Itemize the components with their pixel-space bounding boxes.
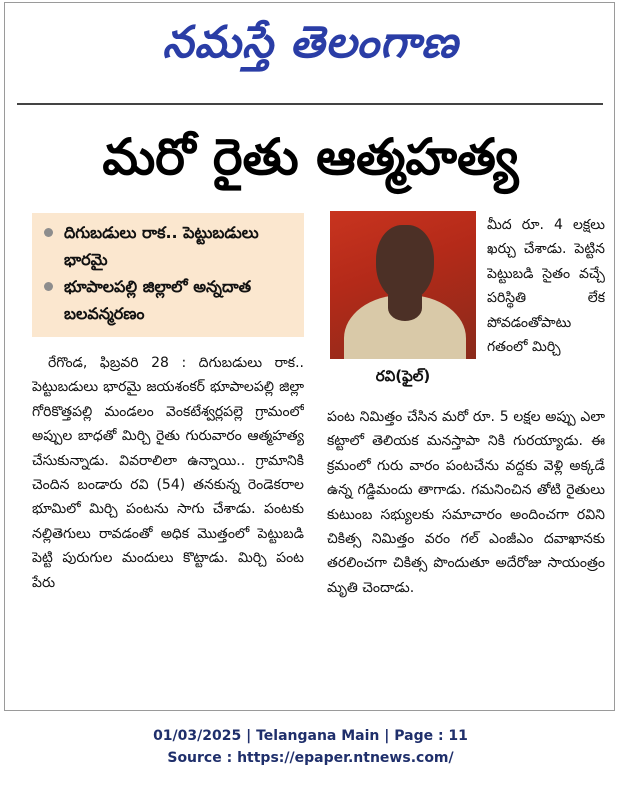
edition-line: 01/03/2025 | Telangana Main | Page : 11 [153,728,468,744]
deck-point-text: దిగుబడులు రాక.. పెట్టుబడులు భారమై [64,223,259,269]
article-deck [32,213,304,337]
deck-point [44,219,298,273]
article-body-right-top [487,213,605,403]
article-body-left [32,351,304,693]
body-paragraph: మీద రూ. 4 లక్షలు ఖర్చు చేశాడు. పెట్టిన పెట్టుబడి సైతం వచ్చే పరిస్థితి లేక పోవడంతోపాటు గతంలో మిర్చి [487,217,605,356]
farmer-photo [330,211,476,359]
source-line: Source : https://epaper.ntnews.com/ [167,750,454,766]
newspaper-clipping [4,2,615,711]
bullet-icon [44,228,53,237]
body-paragraph: పంట నిమిత్తం చేసిన మరో రూ. 5 లక్షల అప్పు ఎలా కట్టాలో తెలియక మనస్తాపా నికి గురయ్యాడు. ఈ క్రమంలో గురు వారం పంటచేను వద్దకు వెళ్లి అక్కడే ఉన్న గడ్డిమందు తాగాడు. గమనించిన తోటి రైతులు కుటుంబ సభ్యులకు సమాచారం అందించగా రవిని చికిత్స నిమిత్తం వరం గల్ ఎంజీఎం దవాఖానకు తరలించగా చికిత్స పొందుతూ అదేరోజు సాయంత్రం మృతి చెందాడు. [327,409,605,596]
article-headline: మరో రైతు ఆత్మహత్య [102,128,519,186]
masthead-divider [17,103,603,105]
body-paragraph: రేగొండ, ఫిబ్రవరి 28 : దిగుబడులు రాక.. పెట్టుబడులు భారమై జయశంకర్ భూపాలపల్లి జిల్లా గోరికొత్తపల్లి మండలం వెంకటేశ్వర్లపల్లె గ్రామంలో అప్పుల బాధతో మిర్చి రైతు గురువారం ఆత్మహత్య చేసుకున్నాడు. వివరాలిలా ఉన్నాయి.. గ్రామానికి చెందిన బండారు రవి (54) తనకున్న రెండెకరాల భూమిలో మిర్చి పంటను సాగు చేశాడు. పంటకు నల్లితెగులు రావడంతో అధిక మొత్తంలో పెట్టుబడి పెట్టి పురుగుల మందులు కొట్టాడు. మిర్చి పంట పేరు [32,355,304,591]
bullet-icon [44,282,53,291]
photo-caption: రవి(ఫైల్) [375,367,431,385]
photo-neck-shape [388,295,422,321]
deck-point-text: భూపాలపల్లి జిల్లాలో అన్నదాత బలవన్మరణం [64,277,252,323]
masthead-title: నమస్తే తెలంగాణ [162,17,459,68]
article-body-right-bottom [327,405,605,693]
photo-face-shape [376,225,434,301]
deck-point [44,273,298,327]
